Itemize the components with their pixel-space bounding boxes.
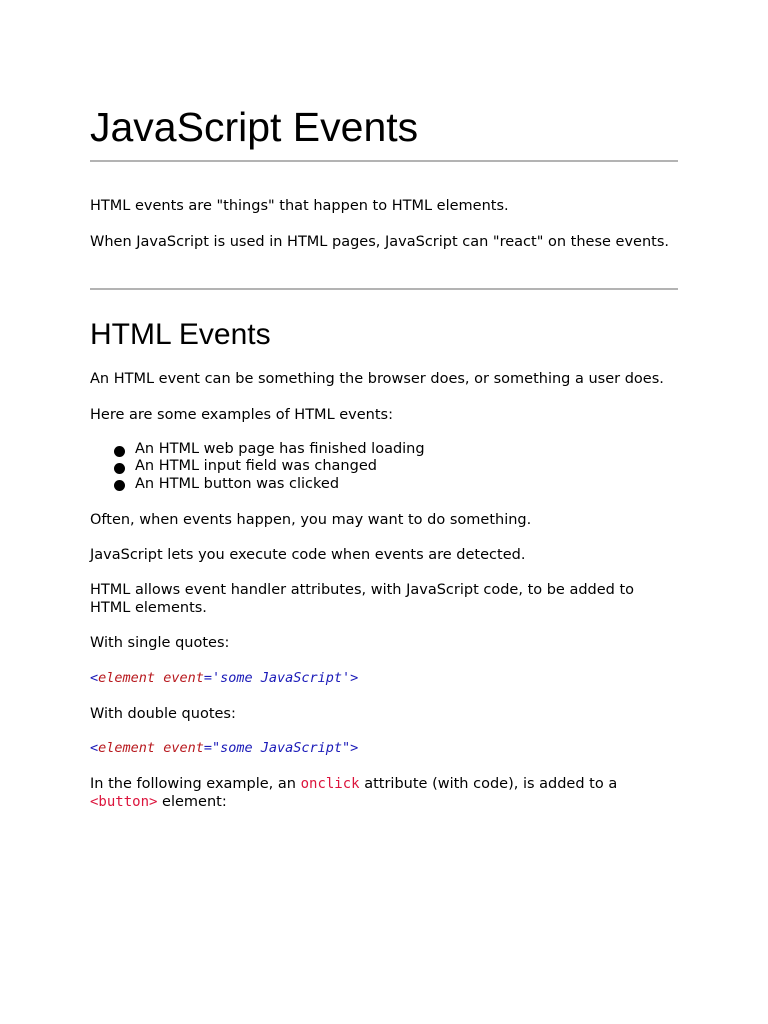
list-item-text: An HTML input field was changed <box>135 458 377 475</box>
example-text-3: element: <box>157 794 227 810</box>
code-equals: = <box>203 670 212 686</box>
bullet-icon <box>114 463 125 474</box>
double-quotes-code <box>90 739 358 757</box>
list-item <box>90 476 425 493</box>
section-paragraph-1: An HTML event can be something the browser does, or something a user does. <box>90 371 664 387</box>
section-paragraph-3: Often, when events happen, you may want to do something. <box>90 512 532 528</box>
section-paragraph-5: HTML allows event handler attributes, with JavaScript code, to be added to HTML elements. <box>90 582 635 616</box>
section-paragraph-2: Here are some examples of HTML events: <box>90 407 393 423</box>
section-heading: HTML Events <box>90 318 271 351</box>
list-item-text: An HTML web page has finished loading <box>135 441 425 457</box>
example-paragraph <box>90 775 678 811</box>
code-close-bracket: > <box>350 740 359 756</box>
single-quotes-code <box>90 669 358 687</box>
example-text-1: In the following example, an <box>90 776 301 792</box>
code-tag-name: element <box>98 740 156 756</box>
code-attribute-value: "some JavaScript" <box>211 740 351 756</box>
bullet-icon <box>114 446 125 457</box>
section-paragraph-4: JavaScript lets you execute code when events are detected. <box>90 547 526 563</box>
event-examples-list <box>90 441 425 493</box>
code-attribute-value: 'some JavaScript' <box>211 670 351 686</box>
button-tag-code: <button> <box>90 794 158 810</box>
bullet-icon <box>114 480 125 491</box>
onclick-code: onclick <box>300 776 360 792</box>
code-tag-name: element <box>98 670 156 686</box>
intro-paragraph-1: HTML events are "things" that happen to HTML elements. <box>90 198 509 214</box>
list-item <box>90 441 425 458</box>
code-attribute-name: event <box>163 740 204 756</box>
section-divider <box>90 288 678 290</box>
example-text-2: attribute (with code), is added to a <box>359 776 618 792</box>
code-attribute-name: event <box>163 670 204 686</box>
intro-paragraph-2: When JavaScript is used in HTML pages, JavaScript can "react" on these events. <box>90 234 670 250</box>
list-item-text: An HTML button was clicked <box>135 475 340 492</box>
code-open-bracket: < <box>90 670 99 686</box>
page-title: JavaScript Events <box>90 104 419 150</box>
code-equals: = <box>203 740 212 756</box>
single-quotes-label: With single quotes: <box>90 635 230 651</box>
double-quotes-label: With double quotes: <box>90 706 236 722</box>
list-item <box>90 458 425 475</box>
code-close-bracket: > <box>350 670 359 686</box>
code-open-bracket: < <box>90 740 99 756</box>
title-divider <box>90 160 678 162</box>
